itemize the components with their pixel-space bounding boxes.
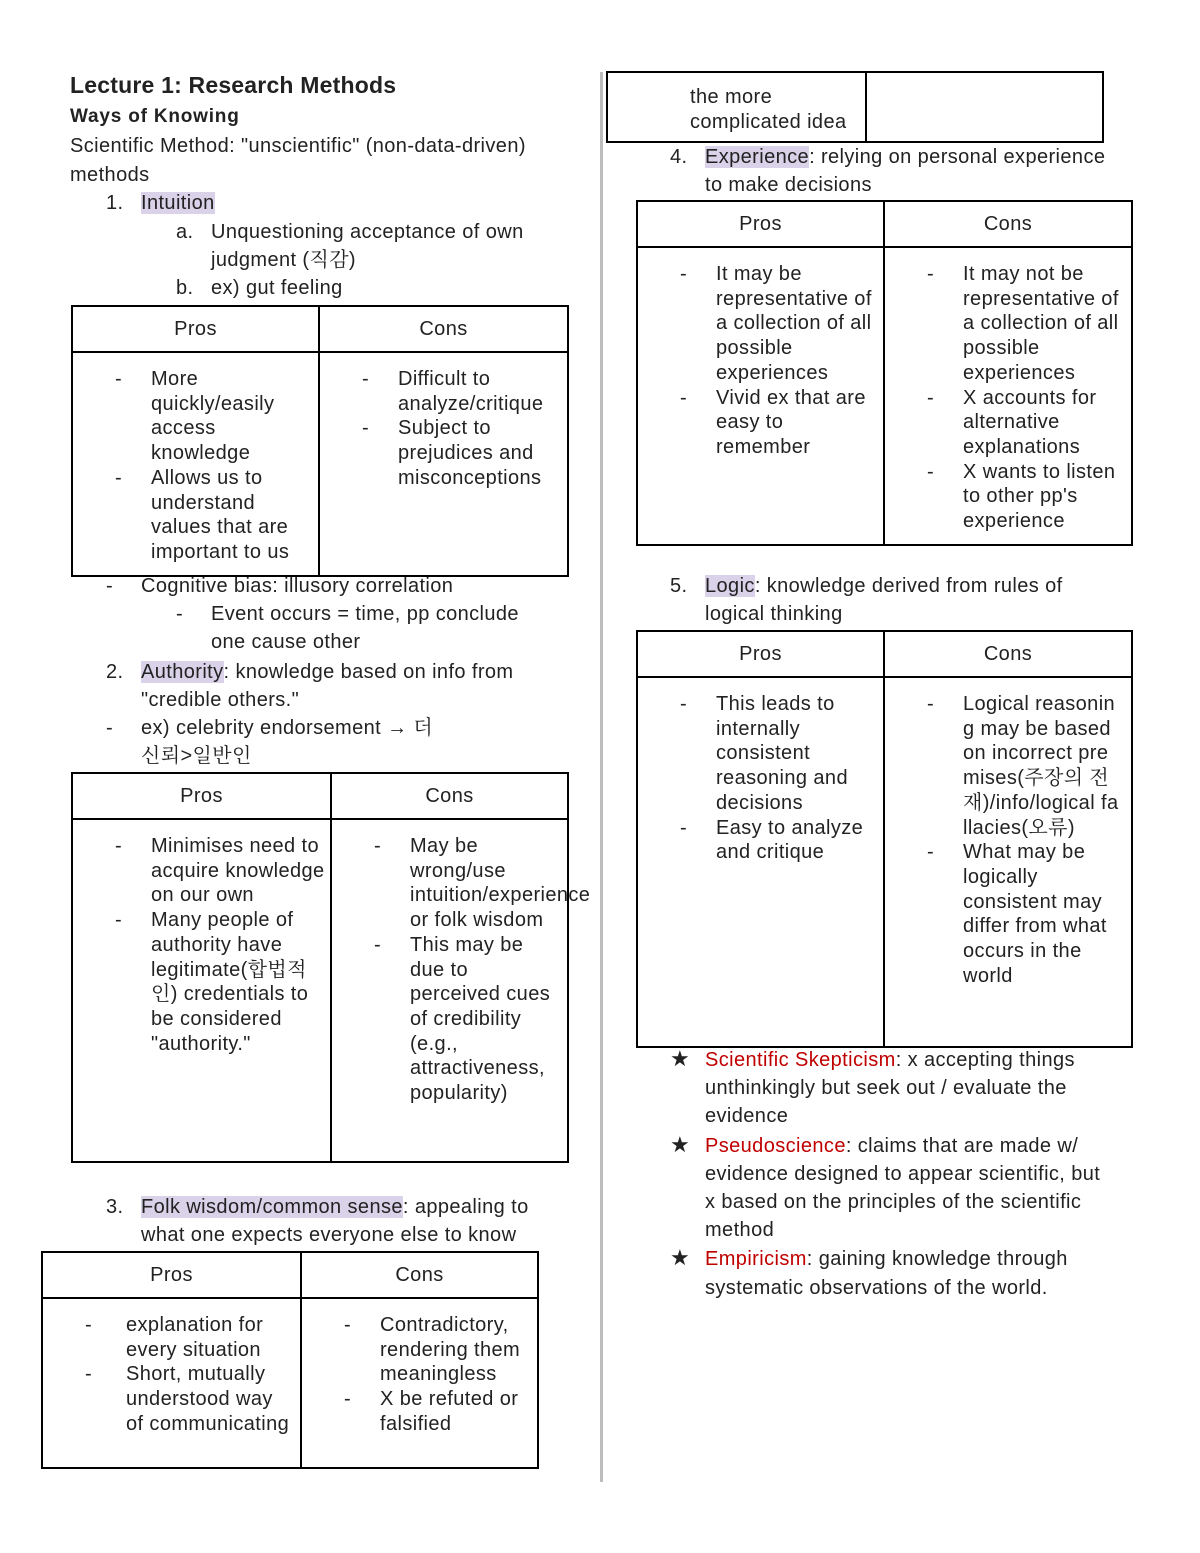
intuition-cons-cell [319,352,568,576]
logic-con-item: - Logical reasoning may be based on incorrect premises(주장의 전재)/info/logical fallacies(오류) [885,692,1123,840]
folk-table [41,1251,539,1469]
logic-pros-header: Pros [637,631,884,677]
definition-2-line3: x based on the principles of the scientific [705,1191,1082,1213]
column-divider [600,72,603,1482]
folk-line2: what one expects everyone else to know [141,1224,517,1246]
experience-con-item: - X accounts for alternative explanations [885,386,1127,460]
definition-1-rest1: : x accepting things [895,1049,1075,1071]
definition-2-rest1: : claims that are made w/ [845,1135,1079,1157]
definition-3-term: Empiricism [705,1248,807,1270]
experience-number: 4. [670,146,688,168]
authority-con-item: - May be wrong/use intuition/experience or folk wisdom [332,834,563,933]
star-icon: ★ [670,1132,690,1157]
authority-highlight: Authority [141,661,224,683]
intuition-pros-header: Pros [72,306,319,352]
carryover-cell-1: the more complicated idea [607,72,866,142]
authority-pros-header: Pros [72,773,331,819]
folk-pros-header: Pros [42,1252,301,1298]
folk-pros-cell [42,1298,301,1468]
logic-number: 5. [670,575,688,597]
intuition-pro-item: - Allows us to understand values that are important to us [73,466,314,565]
experience-desc: : relying on personal experience [809,146,1106,168]
authority-pros-cell [72,819,331,1162]
definition-2-line4: method [705,1219,775,1241]
bias-sub-line2: one cause other [211,631,361,653]
logic-line2: logical thinking [705,603,843,625]
experience-line2: to make decisions [705,174,872,196]
definition-2-term: Pseudoscience [705,1135,846,1157]
authority-number: 2. [106,661,124,683]
experience-highlight: Experience [705,146,810,168]
authority-ex-line2: 신뢰>일반인 [141,745,252,767]
bias-sub-line1: Event occurs = time, pp conclude [211,603,519,625]
logic-pros-cell [637,677,884,1047]
intuition-number: 1. [106,192,124,214]
authority-desc: : knowledge based on info from [223,661,514,683]
intro-line-2: methods [70,164,150,186]
intuition-b-text: ex) gut feeling [211,277,343,299]
intuition-highlight: Intuition [141,192,215,214]
carryover-cell-2 [866,72,1103,142]
intuition-con-item: - Subject to prejudices and misconceptions [320,416,563,490]
authority-cons-cell [331,819,591,1162]
star-icon: ★ [670,1245,690,1270]
logic-table [636,630,1133,1048]
intuition-table [71,305,569,577]
authority-ex-dash: - [106,717,114,739]
logic-cons-cell [884,677,1132,1047]
experience-pros-cell [637,247,884,545]
definition-1-term: Scientific Skepticism [705,1049,896,1071]
logic-pro-item: - Easy to analyze and critique [638,816,879,865]
intuition-a-line1: Unquestioning acceptance of own [211,221,524,243]
folk-con-item: - Contradictory, rendering them meaningless [302,1313,533,1387]
intuition-a-mark: a. [176,221,194,243]
definition-3-rest1: : gaining knowledge through [806,1248,1068,1270]
intuition-a-line2: judgment (직감) [211,249,356,271]
authority-table [71,772,591,1163]
experience-cons-cell [884,247,1132,545]
authority-ex-line1: ex) celebrity endorsement → 더 [141,717,434,739]
definition-1-line3: evidence [705,1105,789,1127]
folk-line1 [141,1193,529,1222]
folk-pro-item: - explanation for every situation [43,1313,296,1362]
logic-pro-item: - This leads to internally consistent reasoning and decisions [638,692,879,816]
logic-con-item: - What may be logically consistent may differ from what occurs in the world [885,840,1123,988]
folk-cons-header: Cons [301,1252,538,1298]
authority-cons-header: Cons [331,773,568,819]
folk-pro-item: - Short, mutually understood way of communicating [43,1362,296,1436]
authority-line2: "credible others." [141,689,300,711]
experience-line1 [705,143,1105,172]
intro-line-1: Scientific Method: "unscientific" (non-data-driven) [70,135,526,157]
experience-cons-header: Cons [884,201,1132,247]
logic-line1 [705,572,1063,601]
experience-table [636,200,1133,546]
page-title: Lecture 1: Research Methods [70,72,397,98]
experience-con-item: - X wants to listen to other pp's experience [885,460,1127,534]
authority-con-item: - This may be due to perceived cues of credibility (e.g., attractiveness, popularity) [332,933,563,1106]
section-subtitle: Ways of Knowing [70,106,240,127]
definition-2-line2: evidence designed to appear scientific, but [705,1163,1101,1185]
carryover-table [606,71,1104,143]
intuition-cons-header: Cons [319,306,568,352]
experience-con-item: - It may not be representative of a collection of all possible experiences [885,262,1127,386]
bias-text: Cognitive bias: illusory correlation [141,575,454,597]
bias-dash: - [106,575,114,597]
folk-highlight: Folk wisdom/common sense [141,1196,403,1218]
bias-sub-dash: - [176,603,184,625]
experience-pro-item: - Vivid ex that are easy to remember [638,386,879,460]
folk-cons-cell [301,1298,538,1468]
authority-line1 [141,658,513,687]
definition-3-line1 [705,1245,1068,1274]
authority-pro-item: - Many people of authority have legitimate(합법적인) credentials to be considered "authority." [73,908,326,1056]
folk-desc: : appealing to [402,1196,529,1218]
definition-3-line2: systematic observations of the world. [705,1277,1048,1299]
folk-number: 3. [106,1196,124,1218]
logic-cons-header: Cons [884,631,1132,677]
intuition-b-mark: b. [176,277,194,299]
intuition-pros-cell [72,352,319,576]
authority-pro-item: - Minimises need to acquire knowledge on our own [73,834,326,908]
experience-pros-header: Pros [637,201,884,247]
logic-desc: : knowledge derived from rules of [754,575,1063,597]
intuition-con-item: - Difficult to analyze/critique [320,367,563,416]
definition-1-line1 [705,1046,1075,1075]
experience-pro-item: - It may be representative of a collection of all possible experiences [638,262,879,386]
definition-2-line1 [705,1132,1078,1161]
star-icon: ★ [670,1046,690,1071]
definition-1-line2: unthinkingly but seek out / evaluate the [705,1077,1067,1099]
folk-con-item: - X be refuted or falsified [302,1387,533,1436]
intuition-pro-item: - More quickly/easily access knowledge [73,367,314,466]
intuition-label [141,189,215,218]
logic-highlight: Logic [705,575,755,597]
